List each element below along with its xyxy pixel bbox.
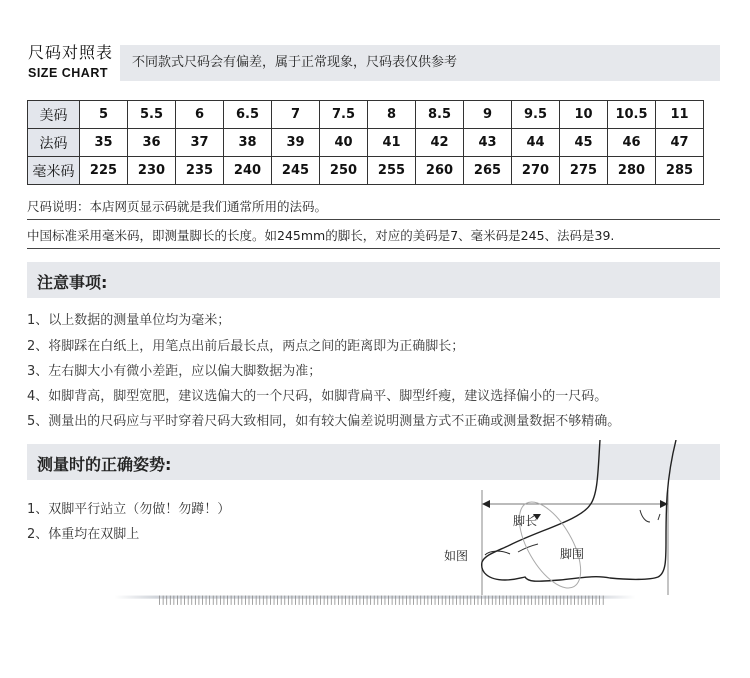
- size-note-2: 中国标准采用毫米码，即测量脚长的长度。如245mm的脚长，对应的美码是7、毫米码是245、法码是39.: [27, 226, 720, 249]
- size-row: [28, 157, 704, 185]
- size-cell: 7.5: [320, 101, 368, 129]
- size-cell: 7: [272, 101, 320, 129]
- size-cell: 46: [608, 129, 656, 157]
- size-cell: 40: [320, 129, 368, 157]
- foot-measurement-diagram: [430, 440, 690, 600]
- size-cell: 265: [464, 157, 512, 185]
- size-cell: 11: [656, 101, 704, 129]
- size-cell: 39: [272, 129, 320, 157]
- size-cell: 9: [464, 101, 512, 129]
- size-cell: 42: [416, 129, 464, 157]
- precaution-item: 3、左右脚大小有微小差距，应以偏大脚数据为准；: [27, 364, 322, 379]
- posture-item: 1、双脚平行站立（勿做！勿蹲！）: [27, 502, 231, 517]
- size-cell: 10.5: [608, 101, 656, 129]
- size-cell: 260: [416, 157, 464, 185]
- size-cell: 10: [560, 101, 608, 129]
- size-cell: 35: [80, 129, 128, 157]
- foot-girth-label: 脚围: [560, 547, 585, 561]
- size-cell: 36: [128, 129, 176, 157]
- size-cell: 37: [176, 129, 224, 157]
- size-cell: 280: [608, 157, 656, 185]
- size-row: [28, 129, 704, 157]
- size-cell: 5: [80, 101, 128, 129]
- size-cell: 41: [368, 129, 416, 157]
- size-row-label: 美码: [28, 101, 80, 129]
- size-cell: 38: [224, 129, 272, 157]
- size-chart-disclaimer: 不同款式尺码会有偏差，属于正常现象，尺码表仅供参考: [120, 45, 720, 81]
- size-table: [27, 100, 704, 185]
- size-cell: 285: [656, 157, 704, 185]
- size-cell: 235: [176, 157, 224, 185]
- precaution-item: 5、测量出的尺码应与平时穿着尺码大致相同，如有较大偏差说明测量方式不正确或测量数据不够精确。: [27, 414, 621, 429]
- size-cell: 240: [224, 157, 272, 185]
- precaution-item: 2、将脚踩在白纸上，用笔点出前后最长点，两点之间的距离即为正确脚长；: [27, 339, 465, 354]
- size-note-1: 尺码说明：本店网页显示码就是我们通常所用的法码。: [27, 197, 720, 220]
- size-cell: 43: [464, 129, 512, 157]
- size-cell: 8.5: [416, 101, 464, 129]
- size-cell: 270: [512, 157, 560, 185]
- size-cell: 6.5: [224, 101, 272, 129]
- size-cell: 255: [368, 157, 416, 185]
- size-row: [28, 101, 704, 129]
- size-chart-subtitle: SIZE CHART: [28, 66, 108, 80]
- size-row-label: 毫米码: [28, 157, 80, 185]
- size-cell: 44: [512, 129, 560, 157]
- size-chart-title: 尺码对照表: [28, 43, 114, 62]
- precaution-item: 1、以上数据的测量单位均为毫米；: [27, 313, 231, 328]
- foot-length-label: 脚长: [513, 514, 538, 528]
- size-cell: 245: [272, 157, 320, 185]
- size-cell: 45: [560, 129, 608, 157]
- size-cell: 47: [656, 129, 704, 157]
- posture-item: 2、体重均在双脚上: [27, 527, 140, 542]
- precautions-title: 注意事项:: [37, 273, 108, 292]
- size-row-label: 法码: [28, 129, 80, 157]
- size-cell: 5.5: [128, 101, 176, 129]
- size-cell: 8: [368, 101, 416, 129]
- size-cell: 6: [176, 101, 224, 129]
- ruler-graphic: [40, 594, 710, 608]
- size-cell: 250: [320, 157, 368, 185]
- size-cell: 225: [80, 157, 128, 185]
- example-label: 如图: [444, 549, 469, 563]
- size-cell: 230: [128, 157, 176, 185]
- size-cell: 275: [560, 157, 608, 185]
- precautions-header: [27, 262, 720, 298]
- posture-title: 测量时的正确姿势:: [37, 455, 172, 474]
- precaution-item: 4、如脚背高，脚型宽肥，建议选偏大的一个尺码，如脚背扁平、脚型纤瘦，建议选择偏小的一尺码。: [27, 389, 608, 404]
- size-cell: 9.5: [512, 101, 560, 129]
